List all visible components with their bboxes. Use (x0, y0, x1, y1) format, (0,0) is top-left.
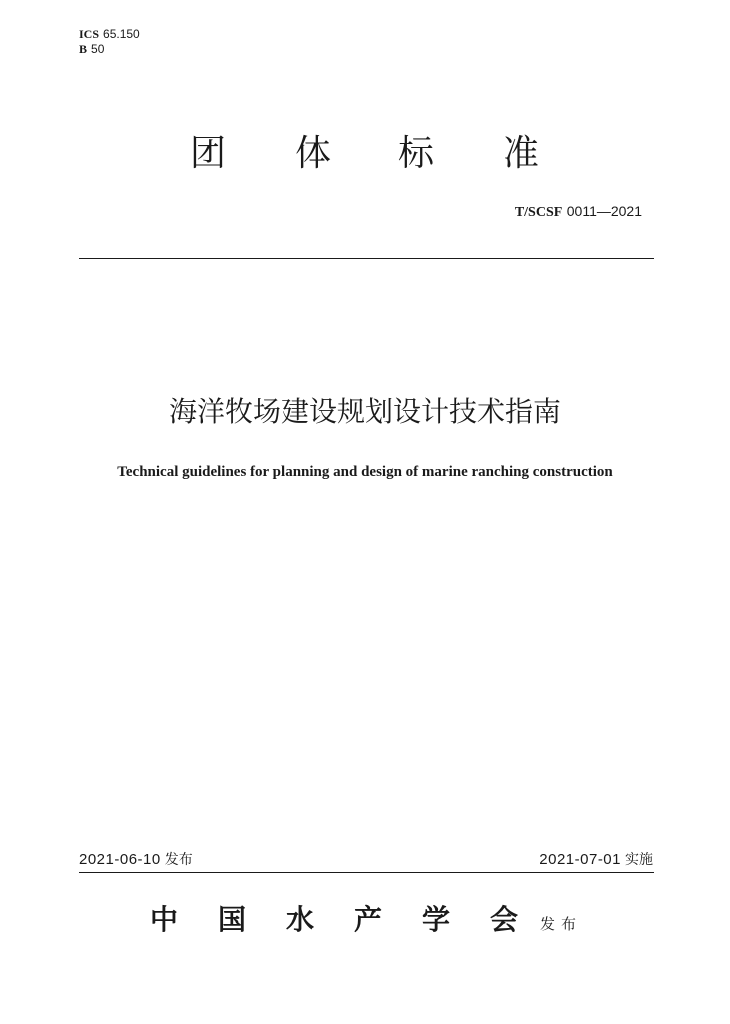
standard-type-char: 体 (295, 133, 332, 174)
standard-number-prefix: T/SCSF (514, 205, 563, 220)
standard-type-char: 团 (190, 133, 227, 174)
document-title-en: Technical guidelines for planning and design of marine ranching construction (117, 464, 613, 480)
implementation-date: 2021-07-01 (539, 851, 621, 868)
ccs-code (79, 42, 104, 56)
release-date-line (79, 849, 193, 870)
ccs-value: 50 (91, 42, 105, 56)
standard-type-heading (0, 132, 730, 182)
standard-type-char: 准 (503, 133, 540, 174)
standard-number (515, 202, 642, 222)
standard-type-char: 标 (398, 133, 435, 174)
publisher-char: 学 (422, 903, 451, 936)
release-date: 2021-06-10 (79, 851, 161, 868)
ics-label: ICS (79, 27, 100, 41)
header-divider (79, 258, 654, 259)
document-title-cn: 海洋牧场建设规划设计技术指南 (168, 395, 561, 428)
implementation-date-line (539, 849, 653, 870)
publisher-char: 国 (218, 903, 247, 936)
ics-value: 65.150 (103, 27, 140, 41)
publisher-char: 中 (150, 903, 179, 936)
publisher-action: 发布 (540, 915, 583, 933)
standard-number-value: 0011—2021 (566, 203, 642, 219)
publisher-char: 水 (286, 903, 315, 936)
ccs-label: B (79, 42, 88, 56)
publisher (0, 902, 730, 942)
implementation-label: 实施 (625, 852, 653, 868)
ics-code (79, 27, 140, 41)
publisher-char: 会 (490, 903, 519, 936)
footer-divider (79, 872, 654, 873)
release-label: 发布 (164, 852, 193, 868)
publisher-char: 产 (354, 903, 383, 936)
